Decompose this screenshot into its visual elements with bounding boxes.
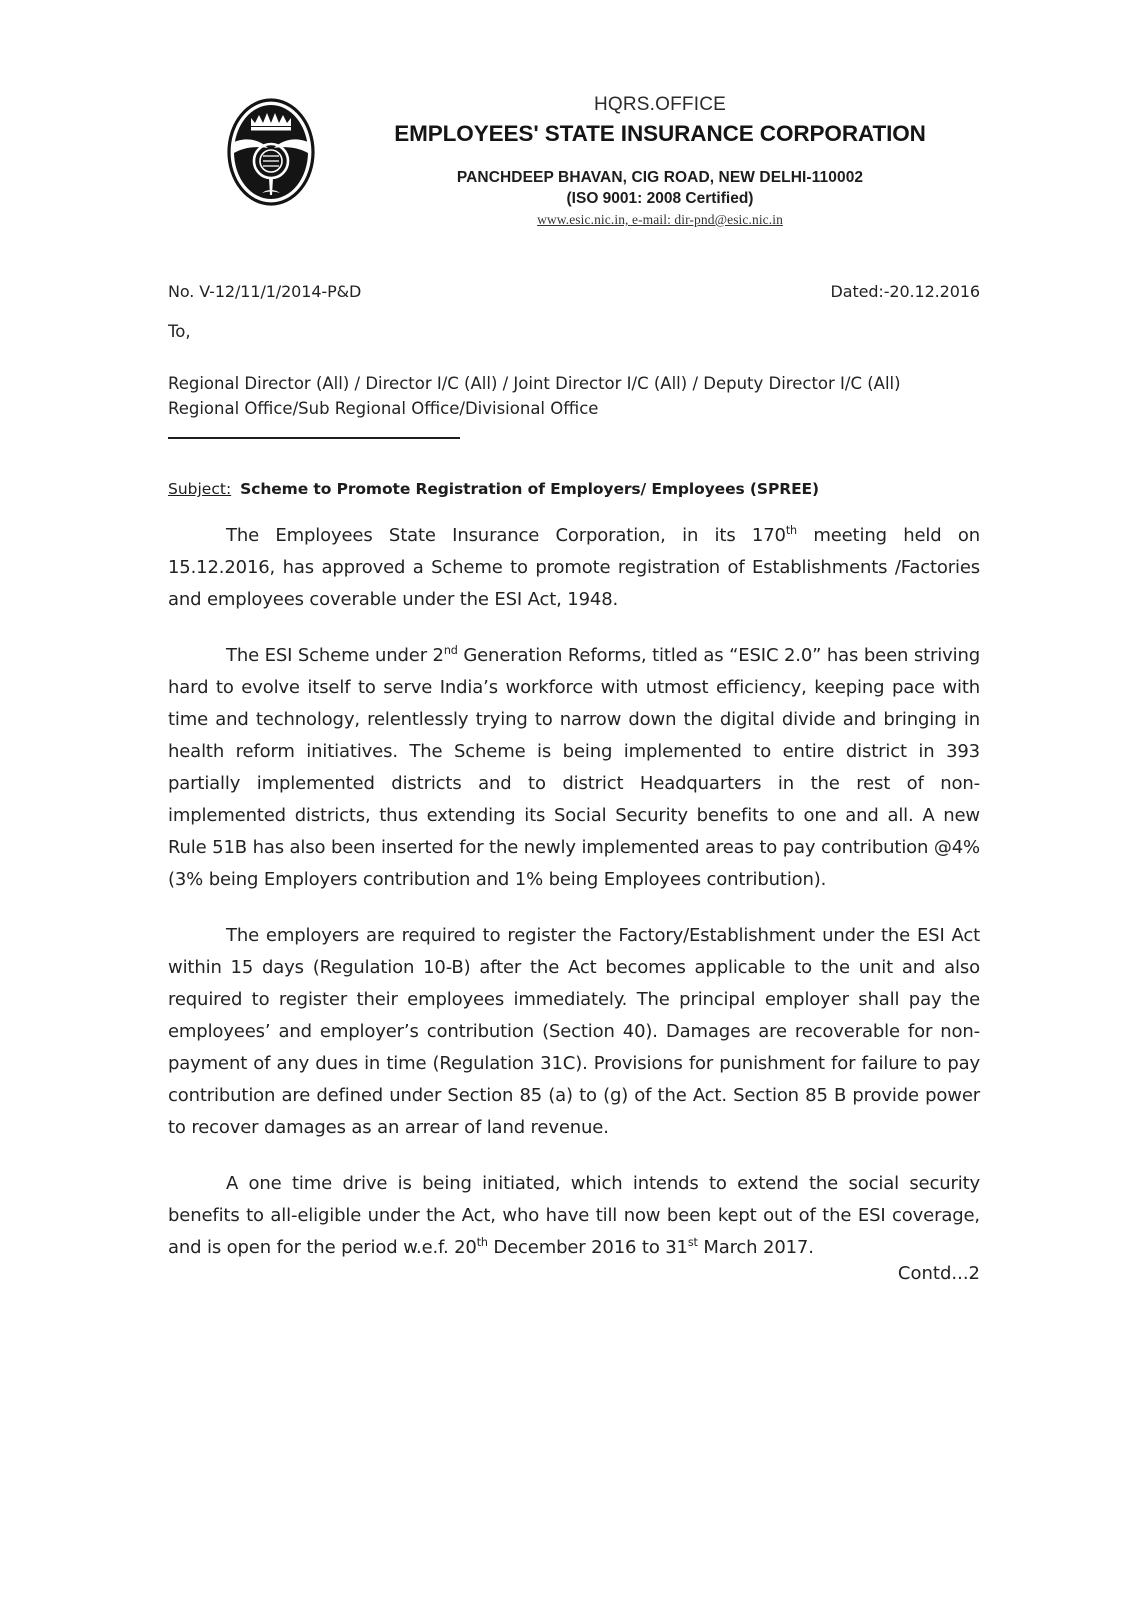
organisation-name: EMPLOYEES' STATE INSURANCE CORPORATION: [394, 121, 926, 146]
subject-row: [168, 480, 988, 498]
contact-line: www.esic.nic.in, e-mail: dir-pnd@esic.nic.in: [537, 212, 783, 227]
paragraph-4-part-b: December 2016 to 31: [487, 1237, 688, 1258]
to-label: To,: [168, 322, 191, 341]
reference-number: No. V-12/11/1/2014-P&D: [168, 282, 362, 301]
subject-label: Subject:: [168, 480, 232, 498]
postal-address: PANCHDEEP BHAVAN, CIG ROAD, NEW DELHI-110002: [456, 169, 864, 186]
subject-text: Scheme to Promote Registration of Employers/ Employees (SPREE): [240, 480, 820, 498]
paragraph-4-part-a: A one time drive is being initiated, which intends to extend the social security benefits to all-eligible under the Act, who have till now been kept out of the ESI coverage, and is open for the period w.e.f. 20: [168, 1173, 980, 1258]
address-block: [330, 169, 990, 228]
recipient-block: [168, 372, 988, 422]
paragraph-2-superscript: nd: [443, 644, 458, 657]
divider-rule: [168, 437, 460, 439]
organisation-block: [330, 94, 990, 228]
paragraph-1: [168, 520, 980, 616]
continuation-marker: Contd...2: [897, 1263, 980, 1284]
paragraph-1-part-b: meeting held on 15.12.2016, has approved a Scheme to promote registration of Establishments /Factories and employees coverable under the ESI Act, 1948.: [168, 525, 980, 610]
paragraph-1-superscript: th: [785, 524, 797, 537]
paragraph-4-superscript-1: th: [476, 1236, 488, 1249]
letter-date: Dated:-20.12.2016: [830, 282, 980, 301]
paragraph-4-superscript-2: st: [687, 1236, 698, 1249]
body-copy: [168, 520, 980, 1264]
paragraph-2-part-a: The ESI Scheme under 2: [226, 645, 444, 666]
office-line: HQRS.OFFICE: [593, 94, 727, 115]
paragraph-1-part-a: The Employees State Insurance Corporation, in its 170: [226, 525, 786, 546]
esic-seal-emblem-icon: [218, 96, 324, 208]
paragraph-3: The employers are required to register the Factory/Establishment under the ESI Act within 15 days (Regulation 10-B) after the Act becomes applicable to the unit and also required to register their employees immediately. The principal employer shall pay the employees’ and employer’s contribution (Section 40). Damages are recoverable for non-payment of any dues in time (Regulation 31C). Provisions for punishment for failure to pay contribution are defined under Section 85 (a) to (g) of the Act. Section 85 B provide power to recover damages as an arrear of land revenue.: [168, 925, 980, 1138]
iso-certification: (ISO 9001: 2008 Certified): [566, 190, 754, 207]
paragraph-4: [168, 1168, 980, 1264]
recipient-line-1: Regional Director (All) / Director I/C (All) / Joint Director I/C (All) / Deputy Director I/C (All): [168, 374, 901, 393]
paragraph-2: [168, 640, 980, 896]
reference-row: [168, 282, 980, 301]
paragraph-4-part-c: March 2017.: [697, 1237, 814, 1258]
recipient-line-2: Regional Office/Sub Regional Office/Divisional Office: [168, 398, 599, 418]
paragraph-2-part-b: Generation Reforms, titled as “ESIC 2.0” has been striving hard to evolve itself to serve India’s workforce with utmost efficiency, keeping pace with time and technology, relentlessly trying to narrow down the digital divide and bringing in health reform initiatives. The Scheme is being implemented to entire district in 393 partially implemented districts and to district Headquarters in the rest of non- implemented districts, thus extending its Social Security benefits to one and all. A new Rule 51B has also been inserted for the newly implemented areas to pay contribution @4% (3% being Employers contribution and 1% being Employees contribution).: [168, 645, 980, 890]
